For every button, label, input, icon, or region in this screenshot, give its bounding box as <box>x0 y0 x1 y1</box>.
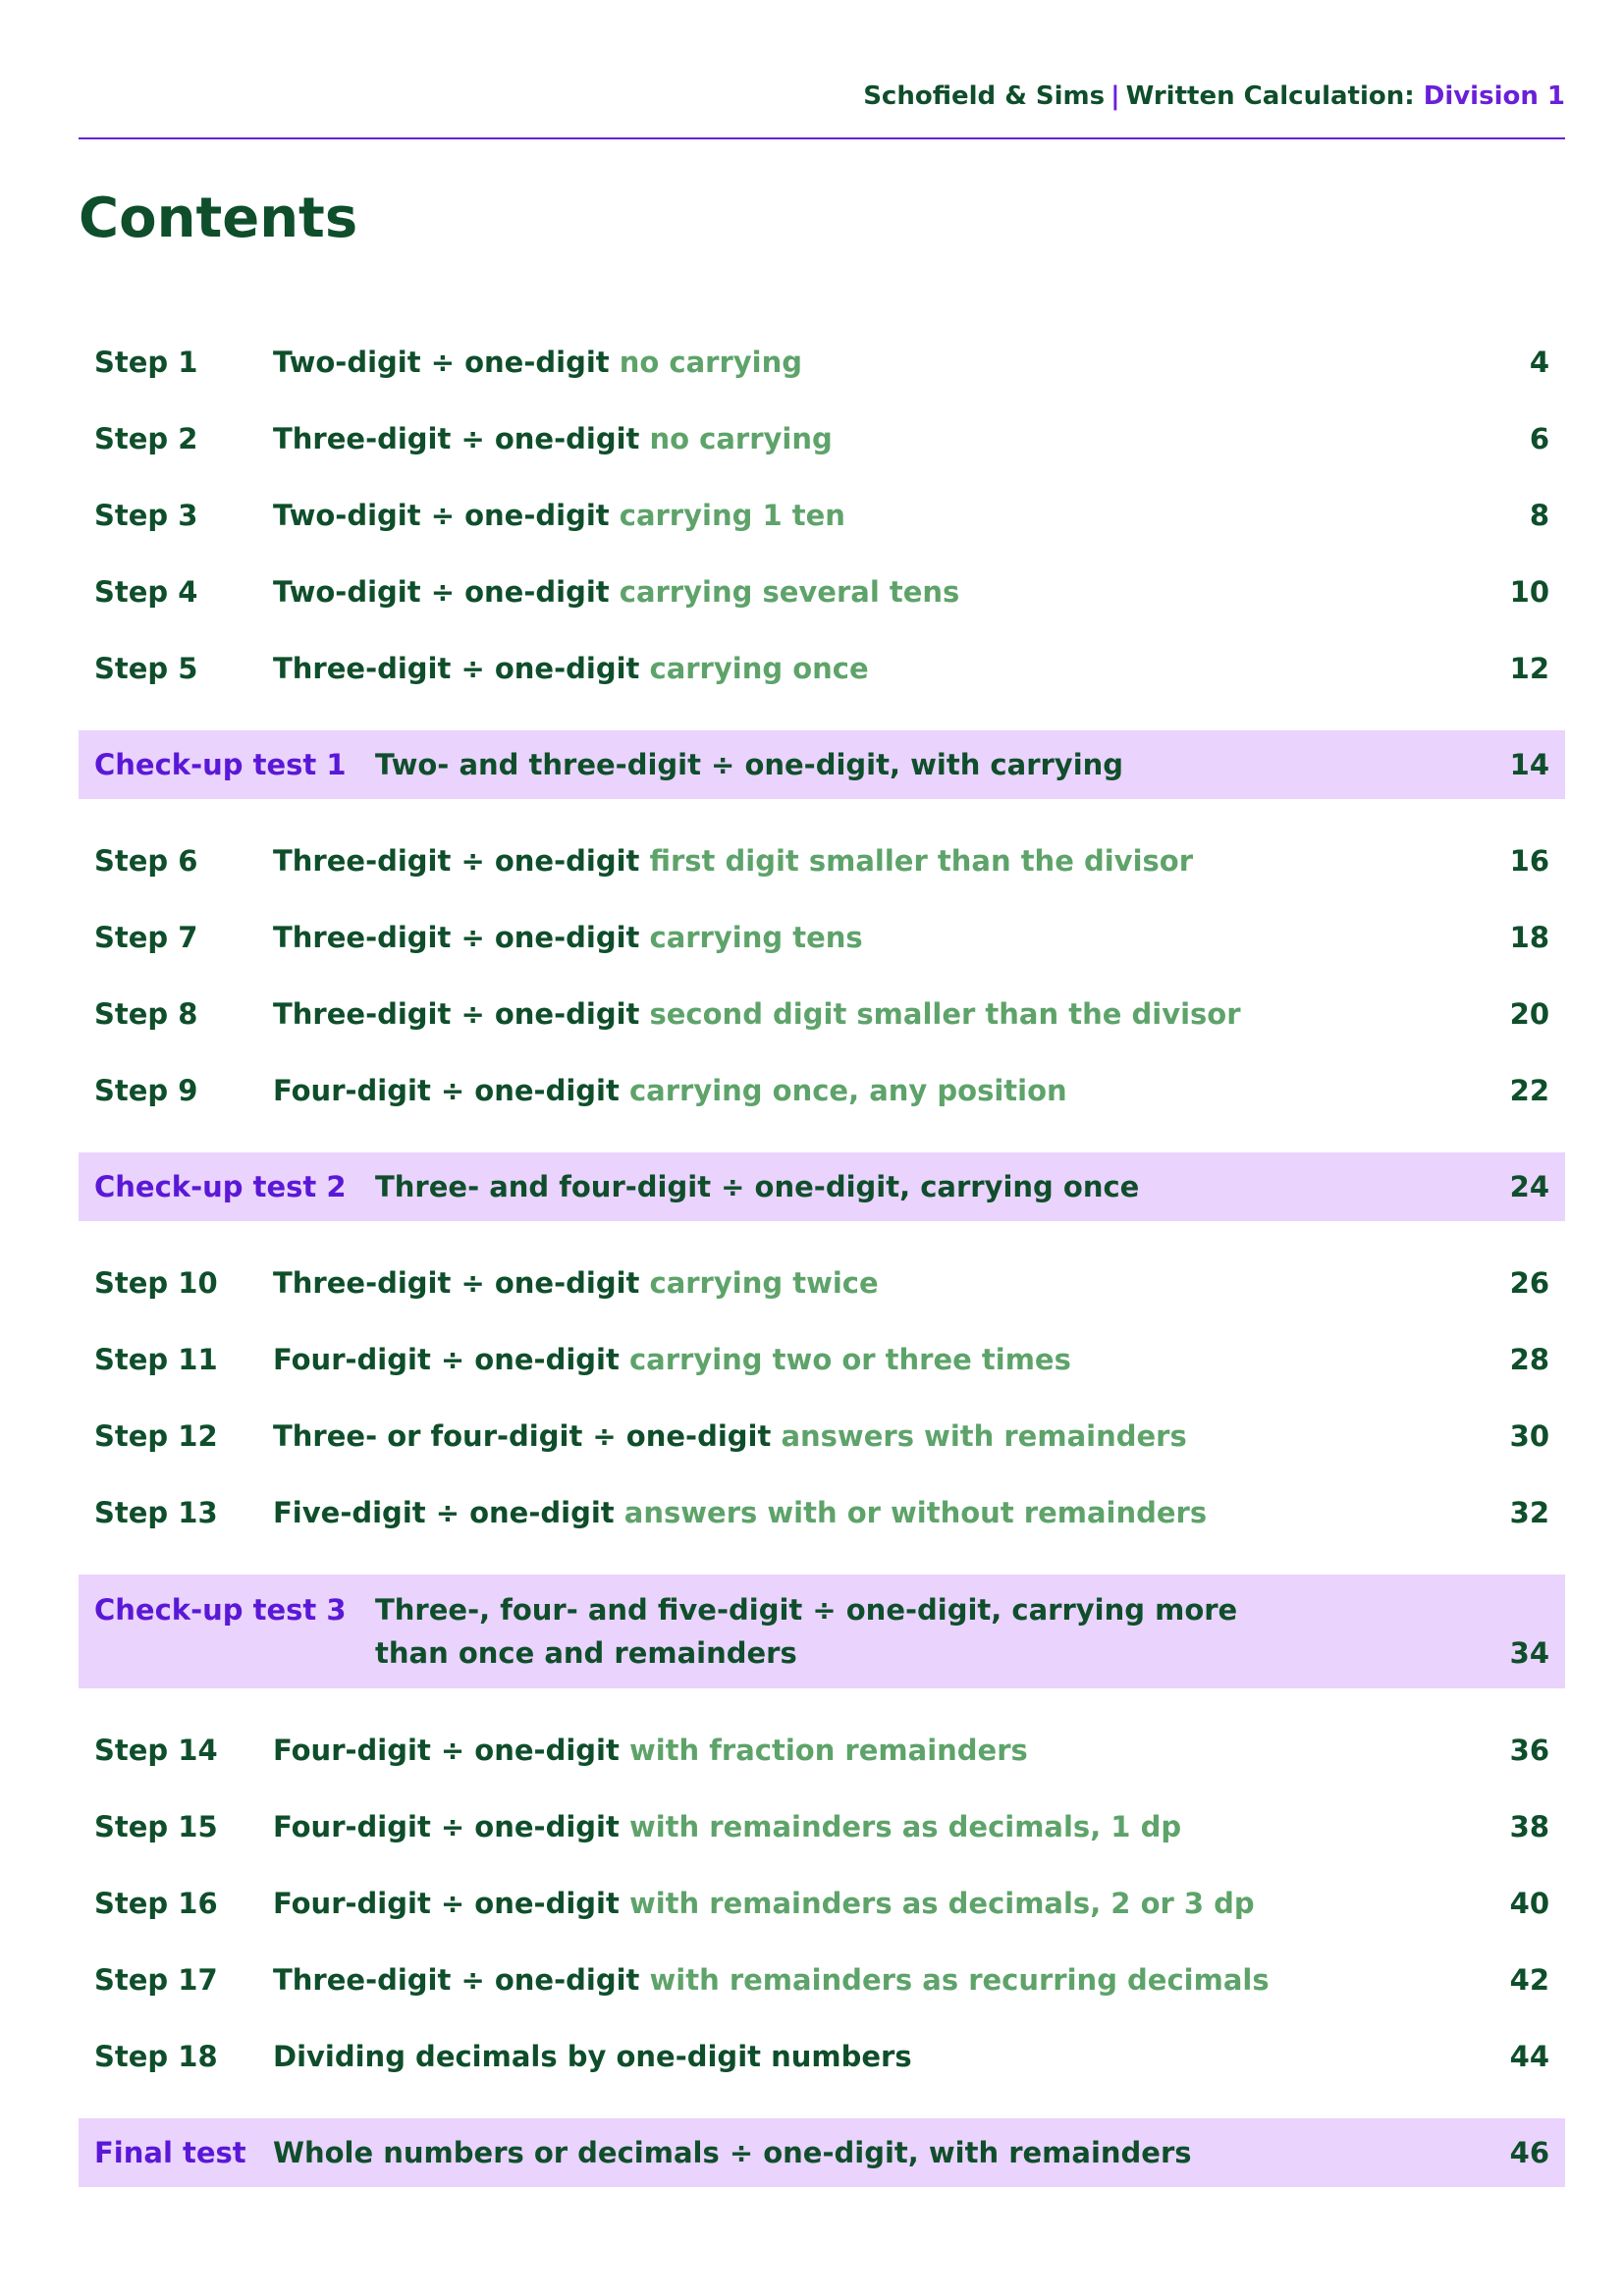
step-description <box>273 324 802 400</box>
step-row[interactable] <box>79 1474 1565 1551</box>
page-number: 24 <box>1509 1170 1549 1203</box>
step-label: Step 15 <box>94 1810 218 1843</box>
step-label: Step 2 <box>94 422 198 455</box>
step-row[interactable] <box>79 1245 1565 1321</box>
step-label: Step 1 <box>94 346 198 379</box>
step-detail-text: no carrying <box>649 422 833 455</box>
step-main-text: Two-digit ÷ one-digit <box>273 575 610 609</box>
step-row[interactable] <box>79 1321 1565 1398</box>
step-description <box>273 1398 1187 1474</box>
step-detail-text: answers with or without remainders <box>623 1496 1208 1529</box>
step-label: Step 12 <box>94 1419 218 1453</box>
step-main-text: Three- or four-digit ÷ one-digit <box>273 1419 772 1453</box>
step-detail-text: carrying once <box>649 652 869 685</box>
step-description <box>273 1865 1255 1942</box>
step-detail-text: second digit smaller than the divisor <box>649 997 1241 1031</box>
step-main-text: Three-digit ÷ one-digit <box>273 1266 640 1300</box>
page-number: 18 <box>1509 921 1549 954</box>
step-label: Step 4 <box>94 575 198 609</box>
step-row[interactable] <box>79 976 1565 1052</box>
page-number: 32 <box>1509 1496 1549 1529</box>
step-label: Step 11 <box>94 1343 218 1376</box>
page-number: 42 <box>1509 1963 1549 1997</box>
test-description: Two- and three-digit ÷ one-digit, with carrying <box>375 748 1124 781</box>
page-number: 44 <box>1509 2040 1549 2073</box>
test-description-line-2: than once and remainders <box>375 1636 797 1670</box>
step-detail-text: carrying tens <box>649 921 863 954</box>
step-description <box>273 976 1241 1052</box>
step-detail-text: answers with remainders <box>781 1419 1187 1453</box>
test-label: Final test <box>94 2136 246 2169</box>
step-detail-text: carrying once, any position <box>628 1074 1067 1107</box>
header-separator: | <box>1110 81 1120 111</box>
step-main-text: Three-digit ÷ one-digit <box>273 997 640 1031</box>
check-up-test-1-row[interactable] <box>79 730 1565 799</box>
step-description <box>273 1321 1071 1398</box>
step-detail-text: no carrying <box>619 346 803 379</box>
steps-group-2 <box>79 823 1565 1129</box>
step-row[interactable] <box>79 630 1565 707</box>
step-description <box>273 400 833 477</box>
step-label: Step 6 <box>94 844 198 878</box>
step-label: Step 10 <box>94 1266 218 1300</box>
page-number: 10 <box>1509 575 1549 609</box>
page-number: 8 <box>1529 499 1549 532</box>
step-row[interactable] <box>79 1865 1565 1942</box>
step-row[interactable] <box>79 1942 1565 2018</box>
step-description <box>273 823 1193 899</box>
page-number: 46 <box>1509 2136 1549 2169</box>
step-main-text: Four-digit ÷ one-digit <box>273 1887 620 1920</box>
page-number: 16 <box>1509 844 1549 878</box>
steps-group-3 <box>79 1245 1565 1551</box>
step-detail-text: with remainders as decimals, 1 dp <box>628 1810 1182 1843</box>
step-row[interactable] <box>79 899 1565 976</box>
page-title: Contents <box>79 187 358 250</box>
page-number: 34 <box>1509 1636 1549 1670</box>
step-label: Step 16 <box>94 1887 218 1920</box>
step-description <box>273 2018 912 2095</box>
step-main-text: Four-digit ÷ one-digit <box>273 1343 620 1376</box>
page-number: 36 <box>1509 1734 1549 1767</box>
step-main-text: Three-digit ÷ one-digit <box>273 652 640 685</box>
test-label: Check-up test 2 <box>94 1170 347 1203</box>
step-label: Step 18 <box>94 2040 218 2073</box>
step-main-text: Five-digit ÷ one-digit <box>273 1496 615 1529</box>
step-detail-text: carrying 1 ten <box>619 499 845 532</box>
page-number: 30 <box>1509 1419 1549 1453</box>
step-description <box>273 1474 1207 1551</box>
page-number: 40 <box>1509 1887 1549 1920</box>
step-main-text: Four-digit ÷ one-digit <box>273 1810 620 1843</box>
step-row[interactable] <box>79 2018 1565 2095</box>
contents-list <box>79 324 1565 2211</box>
step-row[interactable] <box>79 324 1565 400</box>
step-label: Step 17 <box>94 1963 218 1997</box>
test-description: Whole numbers or decimals ÷ one-digit, with remainders <box>273 2136 1192 2169</box>
page-number: 4 <box>1529 346 1549 379</box>
step-main-text: Three-digit ÷ one-digit <box>273 422 640 455</box>
steps-group-1 <box>79 324 1565 707</box>
step-detail-text: carrying twice <box>649 1266 879 1300</box>
test-description <box>375 1588 1237 1675</box>
step-description <box>273 1052 1067 1129</box>
step-description <box>273 1789 1181 1865</box>
final-test-row[interactable] <box>79 2118 1565 2187</box>
page-number: 6 <box>1529 422 1549 455</box>
check-up-test-3-row[interactable] <box>79 1575 1565 1688</box>
step-detail-text: carrying several tens <box>619 575 960 609</box>
step-row[interactable] <box>79 1789 1565 1865</box>
step-main-text: Two-digit ÷ one-digit <box>273 346 610 379</box>
step-label: Step 8 <box>94 997 198 1031</box>
step-row[interactable] <box>79 477 1565 554</box>
test-description-line-1: Three-, four- and five-digit ÷ one-digit, carrying more <box>375 1593 1238 1627</box>
step-main-text: Dividing decimals by one-digit numbers <box>273 2040 912 2073</box>
test-label: Check-up test 1 <box>94 748 347 781</box>
step-description <box>273 899 863 976</box>
step-main-text: Two-digit ÷ one-digit <box>273 499 610 532</box>
step-label: Step 5 <box>94 652 198 685</box>
step-detail-text: with remainders as recurring decimals <box>649 1963 1270 1997</box>
step-label: Step 3 <box>94 499 198 532</box>
book-title: Written Calculation: <box>1125 81 1415 111</box>
test-description: Three- and four-digit ÷ one-digit, carrying once <box>375 1170 1140 1203</box>
step-row[interactable] <box>79 400 1565 477</box>
step-detail-text: first digit smaller than the divisor <box>649 844 1193 878</box>
page-number: 38 <box>1509 1810 1549 1843</box>
page-number: 20 <box>1509 997 1549 1031</box>
page-number: 14 <box>1509 748 1549 781</box>
step-row[interactable] <box>79 1398 1565 1474</box>
step-description <box>273 630 869 707</box>
page-header <box>79 77 1565 139</box>
step-detail-text: with remainders as decimals, 2 or 3 dp <box>628 1887 1255 1920</box>
step-description <box>273 554 959 630</box>
step-main-text: Four-digit ÷ one-digit <box>273 1074 620 1107</box>
page-number: 28 <box>1509 1343 1549 1376</box>
step-main-text: Three-digit ÷ one-digit <box>273 844 640 878</box>
check-up-test-2-row[interactable] <box>79 1152 1565 1221</box>
step-description <box>273 477 845 554</box>
step-description <box>273 1245 879 1321</box>
step-main-text: Three-digit ÷ one-digit <box>273 1963 640 1997</box>
page-number: 22 <box>1509 1074 1549 1107</box>
steps-group-4 <box>79 1712 1565 2095</box>
publisher-name: Schofield & Sims <box>863 81 1106 111</box>
step-main-text: Three-digit ÷ one-digit <box>273 921 640 954</box>
step-label: Step 9 <box>94 1074 198 1107</box>
page-number: 26 <box>1509 1266 1549 1300</box>
step-row[interactable] <box>79 823 1565 899</box>
step-detail-text: with fraction remainders <box>628 1734 1028 1767</box>
page-number: 12 <box>1509 652 1549 685</box>
step-label: Step 14 <box>94 1734 218 1767</box>
step-main-text: Four-digit ÷ one-digit <box>273 1734 620 1767</box>
step-label: Step 7 <box>94 921 198 954</box>
step-description <box>273 1942 1270 2018</box>
step-label: Step 13 <box>94 1496 218 1529</box>
step-description <box>273 1712 1028 1789</box>
step-row[interactable] <box>79 1052 1565 1129</box>
step-row[interactable] <box>79 1712 1565 1789</box>
step-detail-text: carrying two or three times <box>628 1343 1071 1376</box>
test-label: Check-up test 3 <box>94 1593 347 1627</box>
step-row[interactable] <box>79 554 1565 630</box>
book-subtitle: Division 1 <box>1423 81 1565 111</box>
